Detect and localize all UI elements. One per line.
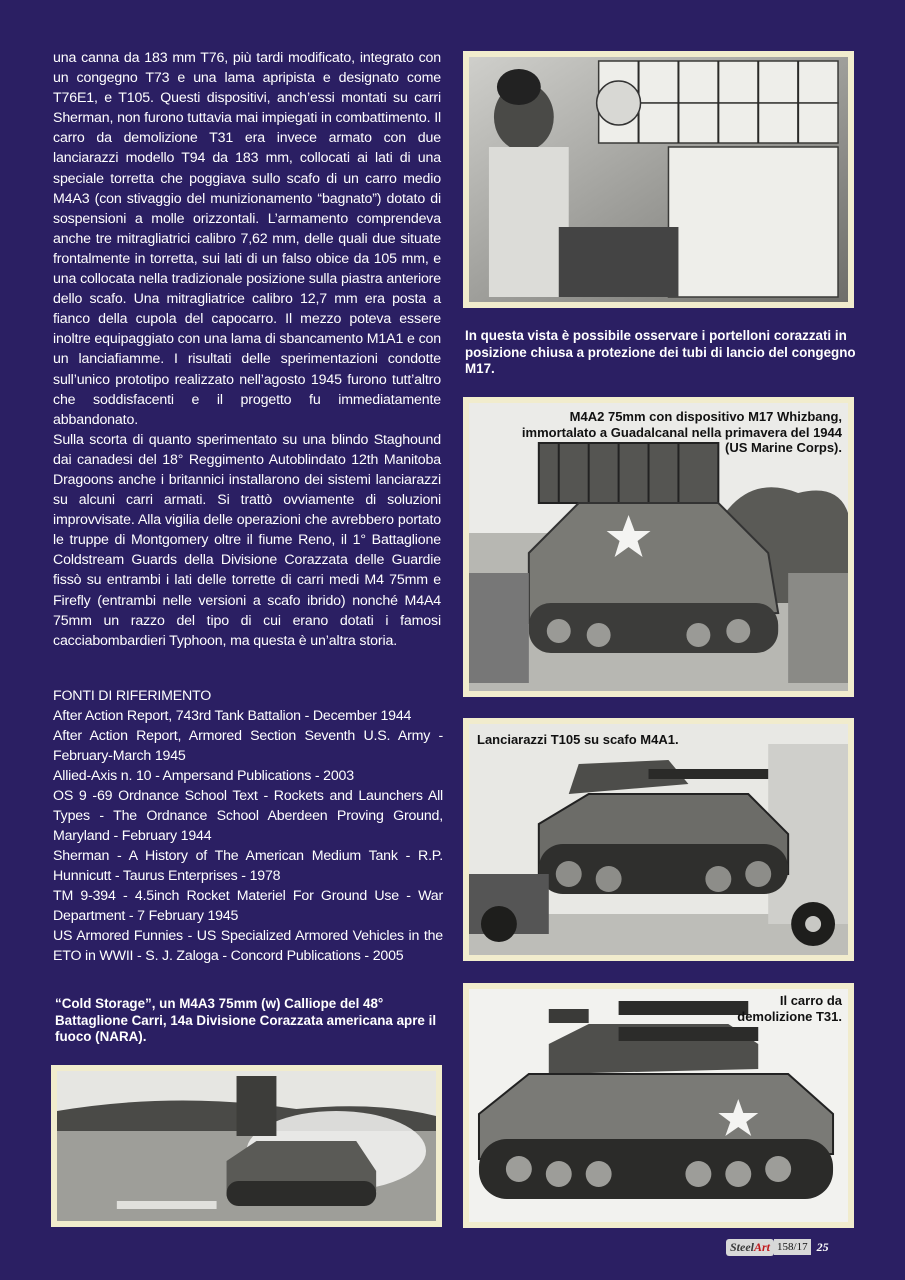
photo-m4a2-whizbang bbox=[463, 397, 854, 697]
article-paragraph-2: Sulla scorta di quanto sperimentato su una blindo Staghound dai canadesi del 18° Reggimento Autoblindato 12th Manitoba Dragoons anche i britannici installarono dei sistemi lanciarazzi su alcuni carri armati. Si trattò ovviamente di soluzioni improvvisate. Alla vigilia delle operazioni che avrebbero portato le truppe di Montgomery oltre il fiume Reno, il 1° Battaglione Coldstream Guards della Divisione Corazzata delle Guardie fissò su entrambi i lati delle torrette di carri medi M4 75mm e Firefly (entrambi nelle versioni a scafo ibrido) nonché M4A4 75mm un razzo del tipo di cui erano dotati i famosi cacciabombardieri Typhoon, ma questa è un’altra storia. bbox=[53, 431, 441, 649]
reference-item: After Action Report, 743rd Tank Battalion - December 1944 bbox=[53, 708, 412, 724]
reference-item: TM 9-394 - 4.5inch Rocket Materiel For Ground Use - War Department - 7 February 1945 bbox=[53, 888, 443, 924]
logo-art-text: Art bbox=[754, 1239, 771, 1254]
photo-loading-rockets bbox=[463, 51, 854, 308]
reference-item: US Armored Funnies - US Specialized Armored Vehicles in the ETO in WWII - S. J. Zaloga - Concord Publications - 2005 bbox=[53, 928, 443, 964]
photo-m4a2-whizbang-caption: M4A2 75mm con dispositivo M17 Whizbang, immortalato a Guadalcanal nella primavera del 1944 (US Marine Corps). bbox=[521, 409, 842, 455]
photo-calliope-firing bbox=[51, 1065, 442, 1227]
photo-t31-demolition bbox=[463, 983, 854, 1228]
photo-t105-launcher-caption: Lanciarazzi T105 su scafo M4A1. bbox=[477, 732, 679, 747]
article-body bbox=[53, 48, 441, 651]
article-paragraph-1: una canna da 183 mm T76, più tardi modificato, integrato con un congegno T73 e una lama apripista e designato come T76E1, e T105. Questi dispositivi, anch’essi montati su carri Sherman, non furono tuttavia mai impiegati in combattimento. Il carro da demolizione T31 era invece armato con due lanciarazzi modello T94 da 183 mm, collocati ai lati di una speciale torretta che poggiava sullo scafo di un carro medio M4A3 (con stivaggio del munizionamento “bagnato”) dotato di sospensioni a molle orizzontali. L’armamento comprendeva anche tre mitragliatrici calibro 7,62 mm, delle quali due situate frontalmente in torretta, sui lati di un falso obice da 105 mm, e una collocata nella tradizionale posizione sulla piastra anteriore dello scafo. Una mitragliatrice calibro 12,7 mm era posta a fianco della cupola del capocarro. Il mezzo poteva essere inoltre equipaggiato con una lama di sbancamento M1A1 e con un lanciafiamme. I risultati delle sperimentazioni condotte sull’unico prototipo realizzato nell’agosto 1945 furono tutt’altro che soddisfacenti e il progetto fu immediatamente abbandonato. bbox=[53, 50, 442, 428]
reference-item: Allied-Axis n. 10 - Ampersand Publications - 2003 bbox=[53, 768, 354, 784]
reference-item: Sherman - A History of The American Medium Tank - R.P. Hunnicutt - Taurus Enterprises - 1978 bbox=[53, 848, 443, 884]
photo-t31-demolition-caption: Il carro da demolizione T31. bbox=[737, 993, 842, 1024]
logo-steel-text: Steel bbox=[730, 1239, 754, 1254]
photo-t105-launcher bbox=[463, 718, 854, 961]
references-list bbox=[53, 706, 443, 966]
issue-number: 158/17 bbox=[774, 1239, 811, 1255]
page-number: 25 bbox=[816, 1239, 829, 1254]
photo-loading-rockets-caption: In questa vista è possibile osservare i portelloni corazzati in posizione chiusa a protezione dei tubi di lancio del congegno M17. bbox=[465, 328, 856, 376]
photo-t105-launcher-image bbox=[469, 724, 848, 955]
reference-item: OS 9 -69 Ordnance School Text - Rockets and Launchers All Types - The Ordnance School Aberdeen Proving Ground, Maryland - February 1944 bbox=[53, 788, 443, 844]
page-footer bbox=[726, 1236, 848, 1258]
references-section bbox=[53, 686, 443, 966]
reference-item: After Action Report, Armored Section Seventh U.S. Army - February-March 1945 bbox=[53, 728, 443, 764]
photo-calliope-caption: “Cold Storage”, un M4A3 75mm (w) Calliope del 48° Battaglione Carri, 14a Divisione Corazzata americana apre il fuoco (NARA). bbox=[55, 996, 437, 1044]
references-title: FONTI DI RIFERIMENTO bbox=[53, 688, 212, 704]
photo-loading-rockets-image bbox=[469, 57, 848, 302]
steelart-logo bbox=[726, 1239, 774, 1256]
photo-calliope-firing-image bbox=[57, 1071, 436, 1221]
